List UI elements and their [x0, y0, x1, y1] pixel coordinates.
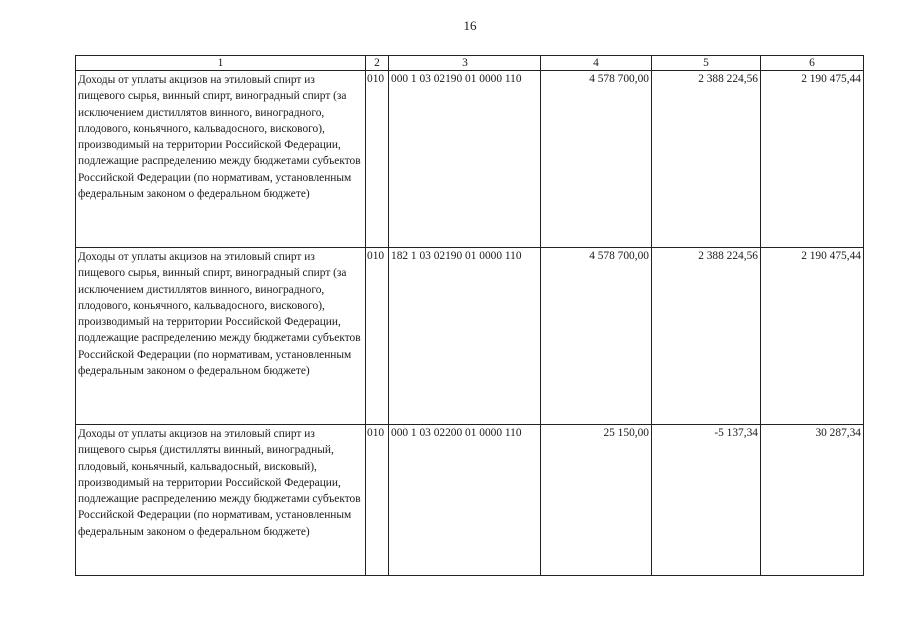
row-budget-code: 000 1 03 02190 01 0000 110	[389, 71, 541, 248]
row-description-text: Доходы от уплаты акцизов на этиловый спирт из пищевого сырья, винный спирт, виноградный спирт (за исключением дистиллятов винного, виноградного, плодового, коньячного, кальвадосного, вискового), производимый на территории Российской Федерации, подлежащие распределению между бюджетами субъектов Российской Федерации (по нормативам, установленным федеральным законом о федеральном бюджете)	[78, 251, 361, 378]
row-value-col5: -5 137,34	[652, 425, 761, 576]
column-header-6: 6	[761, 56, 864, 71]
row-value-col6: 30 287,34	[761, 425, 864, 576]
row-description	[76, 71, 366, 248]
row-value-col5: 2 388 224,56	[652, 71, 761, 248]
row-admin-code: 010	[366, 248, 389, 425]
column-header-1: 1	[76, 56, 366, 71]
row-description	[76, 425, 366, 576]
table-row	[76, 425, 864, 576]
column-header-3: 3	[389, 56, 541, 71]
table-row	[76, 71, 864, 248]
column-header-5: 5	[652, 56, 761, 71]
row-description-text: Доходы от уплаты акцизов на этиловый спирт из пищевого сырья, винный спирт, виноградный спирт (за исключением дистиллятов винного, виноградного, плодового, коньячного, кальвадосного, вискового), производимый на территории Российской Федерации, подлежащие распределению между бюджетами субъектов Российской Федерации (по нормативам, установленным федеральным законом о федеральном бюджете)	[78, 74, 361, 201]
row-budget-code: 000 1 03 02200 01 0000 110	[389, 425, 541, 576]
row-description-text: Доходы от уплаты акцизов на этиловый спирт из пищевого сырья (дистилляты винный, виноградный, плодовый, коньячный, кальвадосный, висковый), производимый на территории Российской Федерации, подлежащие распределению между бюджетами субъектов Российской Федерации (по нормативам, установленным федеральным законом о федеральном бюджете)	[78, 428, 361, 538]
row-value-col6: 2 190 475,44	[761, 248, 864, 425]
row-value-col6: 2 190 475,44	[761, 71, 864, 248]
row-value-col5: 2 388 224,56	[652, 248, 761, 425]
row-value-col4: 4 578 700,00	[541, 248, 652, 425]
row-admin-code: 010	[366, 425, 389, 576]
column-header-4: 4	[541, 56, 652, 71]
row-value-col4: 4 578 700,00	[541, 71, 652, 248]
table-row	[76, 248, 864, 425]
row-budget-code: 182 1 03 02190 01 0000 110	[389, 248, 541, 425]
column-header-2: 2	[366, 56, 389, 71]
page-number: 16	[463, 18, 477, 33]
row-description	[76, 248, 366, 425]
row-admin-code: 010	[366, 71, 389, 248]
row-value-col4: 25 150,00	[541, 425, 652, 576]
table-header-row	[76, 56, 864, 71]
budget-revenue-table	[75, 55, 864, 576]
